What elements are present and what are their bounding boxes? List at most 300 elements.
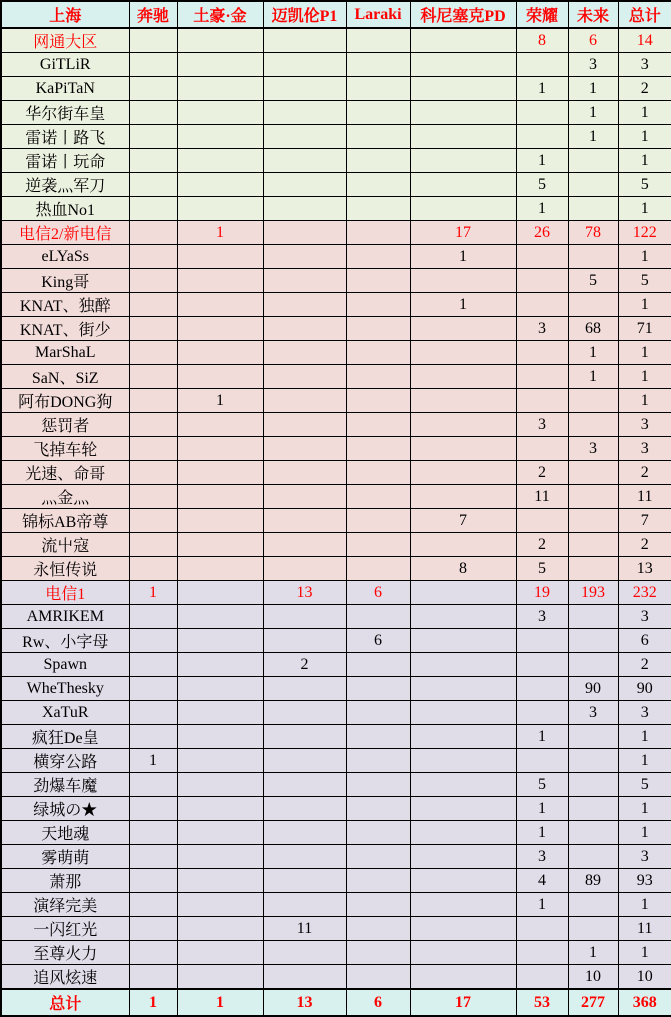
- cell[interactable]: [568, 389, 618, 413]
- player-label[interactable]: 横穿公路: [1, 749, 129, 773]
- cell[interactable]: [516, 437, 568, 461]
- cell[interactable]: [263, 269, 346, 293]
- cell[interactable]: [568, 485, 618, 509]
- cell[interactable]: [568, 293, 618, 317]
- cell[interactable]: [263, 77, 346, 101]
- cell[interactable]: [177, 605, 263, 629]
- cell[interactable]: [568, 461, 618, 485]
- cell[interactable]: 1: [177, 989, 263, 1016]
- cell[interactable]: [263, 173, 346, 197]
- cell[interactable]: [177, 317, 263, 341]
- cell[interactable]: 2: [516, 533, 568, 557]
- cell[interactable]: [346, 773, 410, 797]
- cell[interactable]: [263, 101, 346, 125]
- cell[interactable]: [177, 581, 263, 605]
- player-label[interactable]: 灬金灬: [1, 485, 129, 509]
- cell[interactable]: 3: [618, 605, 671, 629]
- cell[interactable]: 2: [618, 533, 671, 557]
- player-label[interactable]: KNAT、独醉: [1, 293, 129, 317]
- cell[interactable]: 2: [618, 653, 671, 677]
- cell[interactable]: [346, 437, 410, 461]
- cell[interactable]: 10: [568, 965, 618, 990]
- cell[interactable]: [346, 509, 410, 533]
- cell[interactable]: [263, 605, 346, 629]
- cell[interactable]: [263, 629, 346, 653]
- cell[interactable]: 5: [618, 269, 671, 293]
- cell[interactable]: [177, 101, 263, 125]
- cell[interactable]: [568, 149, 618, 173]
- cell[interactable]: 193: [568, 581, 618, 605]
- group-label[interactable]: 电信1: [1, 581, 129, 605]
- cell[interactable]: [410, 797, 516, 821]
- cell[interactable]: [516, 125, 568, 149]
- cell[interactable]: [568, 245, 618, 269]
- player-label[interactable]: KNAT、街少: [1, 317, 129, 341]
- cell[interactable]: [177, 725, 263, 749]
- cell[interactable]: 53: [516, 989, 568, 1016]
- cell[interactable]: [263, 341, 346, 365]
- cell[interactable]: [129, 437, 177, 461]
- cell[interactable]: 1: [618, 341, 671, 365]
- cell[interactable]: [263, 893, 346, 917]
- cell[interactable]: 90: [618, 677, 671, 701]
- player-label[interactable]: 惩罚者: [1, 413, 129, 437]
- cell[interactable]: [263, 485, 346, 509]
- cell[interactable]: [263, 533, 346, 557]
- cell[interactable]: [568, 749, 618, 773]
- column-header[interactable]: 荣耀: [516, 1, 568, 28]
- cell[interactable]: [410, 773, 516, 797]
- cell[interactable]: 19: [516, 581, 568, 605]
- cell[interactable]: 277: [568, 989, 618, 1016]
- cell[interactable]: [346, 653, 410, 677]
- cell[interactable]: 14: [618, 28, 671, 53]
- cell[interactable]: [346, 197, 410, 221]
- cell[interactable]: [516, 917, 568, 941]
- cell[interactable]: [177, 749, 263, 773]
- cell[interactable]: [129, 485, 177, 509]
- cell[interactable]: [263, 197, 346, 221]
- cell[interactable]: 1: [516, 797, 568, 821]
- cell[interactable]: 5: [516, 557, 568, 581]
- cell[interactable]: 93: [618, 869, 671, 893]
- cell[interactable]: [346, 317, 410, 341]
- cell[interactable]: [410, 701, 516, 725]
- cell[interactable]: 1: [568, 341, 618, 365]
- cell[interactable]: [177, 653, 263, 677]
- cell[interactable]: [129, 725, 177, 749]
- cell[interactable]: [410, 581, 516, 605]
- cell[interactable]: [177, 413, 263, 437]
- cell[interactable]: 71: [618, 317, 671, 341]
- cell[interactable]: [129, 509, 177, 533]
- cell[interactable]: [177, 629, 263, 653]
- cell[interactable]: [346, 341, 410, 365]
- cell[interactable]: [410, 941, 516, 965]
- player-label[interactable]: 光速、命哥: [1, 461, 129, 485]
- cell[interactable]: [346, 125, 410, 149]
- cell[interactable]: [263, 317, 346, 341]
- cell[interactable]: [568, 653, 618, 677]
- cell[interactable]: [177, 77, 263, 101]
- column-header[interactable]: 土豪·金: [177, 1, 263, 28]
- cell[interactable]: 1: [618, 725, 671, 749]
- cell[interactable]: [177, 941, 263, 965]
- cell[interactable]: 1: [568, 365, 618, 389]
- cell[interactable]: [516, 341, 568, 365]
- player-label[interactable]: XaTuR: [1, 701, 129, 725]
- cell[interactable]: [177, 869, 263, 893]
- cell[interactable]: [129, 533, 177, 557]
- player-label[interactable]: 逆袭灬军刀: [1, 173, 129, 197]
- cell[interactable]: [177, 365, 263, 389]
- cell[interactable]: [129, 821, 177, 845]
- cell[interactable]: [129, 317, 177, 341]
- cell[interactable]: [263, 125, 346, 149]
- cell[interactable]: [263, 413, 346, 437]
- cell[interactable]: 3: [516, 317, 568, 341]
- cell[interactable]: [516, 941, 568, 965]
- column-header[interactable]: 未来: [568, 1, 618, 28]
- cell[interactable]: 6: [346, 581, 410, 605]
- cell[interactable]: 26: [516, 221, 568, 245]
- cell[interactable]: [410, 413, 516, 437]
- cell[interactable]: 11: [618, 485, 671, 509]
- cell[interactable]: [346, 101, 410, 125]
- cell[interactable]: 1: [618, 821, 671, 845]
- player-label[interactable]: WheThesky: [1, 677, 129, 701]
- cell[interactable]: [346, 965, 410, 990]
- cell[interactable]: 1: [618, 893, 671, 917]
- cell[interactable]: 1: [516, 725, 568, 749]
- player-label[interactable]: AMRIKEM: [1, 605, 129, 629]
- cell[interactable]: [346, 725, 410, 749]
- cell[interactable]: [129, 269, 177, 293]
- player-label[interactable]: 演绎完美: [1, 893, 129, 917]
- cell[interactable]: [263, 869, 346, 893]
- cell[interactable]: 3: [618, 53, 671, 77]
- cell[interactable]: [263, 28, 346, 53]
- cell[interactable]: [177, 677, 263, 701]
- cell[interactable]: 1: [618, 125, 671, 149]
- cell[interactable]: [263, 701, 346, 725]
- cell[interactable]: 1: [516, 893, 568, 917]
- cell[interactable]: 1: [618, 941, 671, 965]
- cell[interactable]: 1: [618, 197, 671, 221]
- cell[interactable]: [516, 293, 568, 317]
- cell[interactable]: [177, 173, 263, 197]
- cell[interactable]: [129, 365, 177, 389]
- player-label[interactable]: 阿布DONG狗: [1, 389, 129, 413]
- cell[interactable]: [129, 629, 177, 653]
- column-header[interactable]: 科尼塞克PD: [410, 1, 516, 28]
- cell[interactable]: 8: [516, 28, 568, 53]
- cell[interactable]: 1: [177, 221, 263, 245]
- cell[interactable]: 13: [618, 557, 671, 581]
- cell[interactable]: [410, 821, 516, 845]
- cell[interactable]: [410, 197, 516, 221]
- cell[interactable]: 5: [516, 773, 568, 797]
- cell[interactable]: [346, 389, 410, 413]
- player-label[interactable]: 追风炫速: [1, 965, 129, 990]
- cell[interactable]: 6: [346, 989, 410, 1016]
- cell[interactable]: [129, 653, 177, 677]
- cell[interactable]: [129, 125, 177, 149]
- cell[interactable]: [568, 629, 618, 653]
- cell[interactable]: 3: [568, 701, 618, 725]
- cell[interactable]: 3: [618, 413, 671, 437]
- cell[interactable]: 2: [618, 77, 671, 101]
- cell[interactable]: 89: [568, 869, 618, 893]
- player-label[interactable]: 一闪红光: [1, 917, 129, 941]
- cell[interactable]: 1: [129, 989, 177, 1016]
- cell[interactable]: [263, 437, 346, 461]
- cell[interactable]: 13: [263, 581, 346, 605]
- cell[interactable]: [568, 725, 618, 749]
- cell[interactable]: [129, 149, 177, 173]
- cell[interactable]: [410, 677, 516, 701]
- cell[interactable]: [568, 533, 618, 557]
- cell[interactable]: [177, 125, 263, 149]
- cell[interactable]: [568, 605, 618, 629]
- cell[interactable]: [177, 533, 263, 557]
- cell[interactable]: [410, 149, 516, 173]
- group-label[interactable]: 电信2/新电信: [1, 221, 129, 245]
- cell[interactable]: [129, 773, 177, 797]
- cell[interactable]: 1: [618, 293, 671, 317]
- cell[interactable]: [568, 845, 618, 869]
- player-label[interactable]: 萧那: [1, 869, 129, 893]
- cell[interactable]: 1: [177, 389, 263, 413]
- cell[interactable]: [346, 845, 410, 869]
- cell[interactable]: 1: [618, 389, 671, 413]
- cell[interactable]: [346, 77, 410, 101]
- cell[interactable]: [516, 509, 568, 533]
- cell[interactable]: [516, 365, 568, 389]
- cell[interactable]: 1: [568, 125, 618, 149]
- cell[interactable]: [410, 725, 516, 749]
- cell[interactable]: [568, 173, 618, 197]
- cell[interactable]: [346, 749, 410, 773]
- cell[interactable]: [346, 533, 410, 557]
- cell[interactable]: 2: [516, 461, 568, 485]
- cell[interactable]: 11: [618, 917, 671, 941]
- cell[interactable]: [346, 53, 410, 77]
- cell[interactable]: [129, 101, 177, 125]
- cell[interactable]: 3: [516, 413, 568, 437]
- cell[interactable]: [177, 245, 263, 269]
- cell[interactable]: 4: [516, 869, 568, 893]
- player-label[interactable]: 华尔街车皇: [1, 101, 129, 125]
- cell[interactable]: [346, 485, 410, 509]
- player-label[interactable]: King哥: [1, 269, 129, 293]
- player-label[interactable]: KaPiTaN: [1, 77, 129, 101]
- cell[interactable]: [129, 197, 177, 221]
- cell[interactable]: [129, 605, 177, 629]
- cell[interactable]: [346, 605, 410, 629]
- cell[interactable]: [129, 77, 177, 101]
- cell[interactable]: [177, 701, 263, 725]
- cell[interactable]: [346, 293, 410, 317]
- cell[interactable]: [568, 893, 618, 917]
- cell[interactable]: [177, 893, 263, 917]
- cell[interactable]: 3: [516, 845, 568, 869]
- cell[interactable]: 5: [618, 173, 671, 197]
- cell[interactable]: 78: [568, 221, 618, 245]
- cell[interactable]: 7: [618, 509, 671, 533]
- cell[interactable]: [346, 701, 410, 725]
- cell[interactable]: [177, 509, 263, 533]
- cell[interactable]: 6: [568, 28, 618, 53]
- cell[interactable]: 7: [410, 509, 516, 533]
- cell[interactable]: 1: [618, 365, 671, 389]
- cell[interactable]: [263, 821, 346, 845]
- cell[interactable]: [568, 797, 618, 821]
- cell[interactable]: 17: [410, 989, 516, 1016]
- column-header[interactable]: 迈凯伦P1: [263, 1, 346, 28]
- cell[interactable]: [129, 845, 177, 869]
- cell[interactable]: [263, 965, 346, 990]
- cell[interactable]: 3: [618, 701, 671, 725]
- cell[interactable]: [410, 749, 516, 773]
- cell[interactable]: [129, 53, 177, 77]
- cell[interactable]: [346, 28, 410, 53]
- player-label[interactable]: 永恒传说: [1, 557, 129, 581]
- player-label[interactable]: 飞掉车轮: [1, 437, 129, 461]
- cell[interactable]: [410, 269, 516, 293]
- cell[interactable]: [516, 653, 568, 677]
- cell[interactable]: [129, 245, 177, 269]
- cell[interactable]: [129, 869, 177, 893]
- player-label[interactable]: Spawn: [1, 653, 129, 677]
- cell[interactable]: 2: [263, 653, 346, 677]
- cell[interactable]: 368: [618, 989, 671, 1016]
- cell[interactable]: [129, 917, 177, 941]
- cell[interactable]: [410, 917, 516, 941]
- cell[interactable]: [177, 341, 263, 365]
- cell[interactable]: 1: [410, 293, 516, 317]
- cell[interactable]: [263, 773, 346, 797]
- cell[interactable]: [177, 557, 263, 581]
- cell[interactable]: [263, 557, 346, 581]
- cell[interactable]: [177, 917, 263, 941]
- cell[interactable]: 3: [618, 845, 671, 869]
- cell[interactable]: [516, 389, 568, 413]
- cell[interactable]: 10: [618, 965, 671, 990]
- cell[interactable]: 232: [618, 581, 671, 605]
- cell[interactable]: 1: [618, 101, 671, 125]
- cell[interactable]: [263, 725, 346, 749]
- cell[interactable]: [568, 197, 618, 221]
- cell[interactable]: [177, 53, 263, 77]
- cell[interactable]: 1: [129, 581, 177, 605]
- cell[interactable]: 1: [516, 197, 568, 221]
- player-label[interactable]: Rw、小字母: [1, 629, 129, 653]
- player-label[interactable]: 雷诺丨路飞: [1, 125, 129, 149]
- cell[interactable]: 11: [263, 917, 346, 941]
- cell[interactable]: [410, 965, 516, 990]
- cell[interactable]: [177, 28, 263, 53]
- cell[interactable]: 17: [410, 221, 516, 245]
- cell[interactable]: [410, 341, 516, 365]
- cell[interactable]: [410, 605, 516, 629]
- cell[interactable]: [346, 461, 410, 485]
- cell[interactable]: [346, 269, 410, 293]
- cell[interactable]: [410, 893, 516, 917]
- cell[interactable]: 3: [618, 437, 671, 461]
- cell[interactable]: [410, 653, 516, 677]
- player-label[interactable]: 绿城の★: [1, 797, 129, 821]
- cell[interactable]: [516, 677, 568, 701]
- cell[interactable]: 5: [516, 173, 568, 197]
- cell[interactable]: [263, 53, 346, 77]
- column-header[interactable]: 总计: [618, 1, 671, 28]
- cell[interactable]: [177, 845, 263, 869]
- cell[interactable]: [263, 245, 346, 269]
- cell[interactable]: [177, 461, 263, 485]
- cell[interactable]: [346, 797, 410, 821]
- cell[interactable]: [177, 437, 263, 461]
- cell[interactable]: 68: [568, 317, 618, 341]
- column-header[interactable]: 奔驰: [129, 1, 177, 28]
- cell[interactable]: 90: [568, 677, 618, 701]
- cell[interactable]: [263, 293, 346, 317]
- cell[interactable]: [568, 917, 618, 941]
- cell[interactable]: 1: [618, 245, 671, 269]
- cell[interactable]: 1: [568, 101, 618, 125]
- cell[interactable]: [263, 845, 346, 869]
- cell[interactable]: [410, 437, 516, 461]
- cell[interactable]: [129, 221, 177, 245]
- cell[interactable]: [177, 485, 263, 509]
- cell[interactable]: [410, 629, 516, 653]
- cell[interactable]: [129, 28, 177, 53]
- grand-total-label[interactable]: 总计: [1, 989, 129, 1016]
- cell[interactable]: [177, 149, 263, 173]
- cell[interactable]: [516, 965, 568, 990]
- cell[interactable]: [129, 173, 177, 197]
- cell[interactable]: 1: [568, 77, 618, 101]
- cell[interactable]: 3: [516, 605, 568, 629]
- cell[interactable]: 5: [618, 773, 671, 797]
- player-label[interactable]: 至尊火力: [1, 941, 129, 965]
- player-label[interactable]: 雾萌萌: [1, 845, 129, 869]
- cell[interactable]: 122: [618, 221, 671, 245]
- player-label[interactable]: 流屮寇: [1, 533, 129, 557]
- cell[interactable]: [129, 389, 177, 413]
- cell[interactable]: [516, 701, 568, 725]
- player-label[interactable]: 热血No1: [1, 197, 129, 221]
- cell[interactable]: [568, 557, 618, 581]
- cell[interactable]: [129, 941, 177, 965]
- player-label[interactable]: 天地魂: [1, 821, 129, 845]
- cell[interactable]: 3: [568, 53, 618, 77]
- cell[interactable]: [177, 293, 263, 317]
- cell[interactable]: 1: [410, 245, 516, 269]
- cell[interactable]: [129, 965, 177, 990]
- cell[interactable]: 1: [516, 77, 568, 101]
- cell[interactable]: [263, 461, 346, 485]
- cell[interactable]: [263, 365, 346, 389]
- cell[interactable]: [263, 749, 346, 773]
- cell[interactable]: [346, 677, 410, 701]
- cell[interactable]: 11: [516, 485, 568, 509]
- cell[interactable]: [129, 461, 177, 485]
- player-label[interactable]: MarShaL: [1, 341, 129, 365]
- cell[interactable]: [410, 317, 516, 341]
- player-label[interactable]: 劲爆车魔: [1, 773, 129, 797]
- cell[interactable]: [410, 869, 516, 893]
